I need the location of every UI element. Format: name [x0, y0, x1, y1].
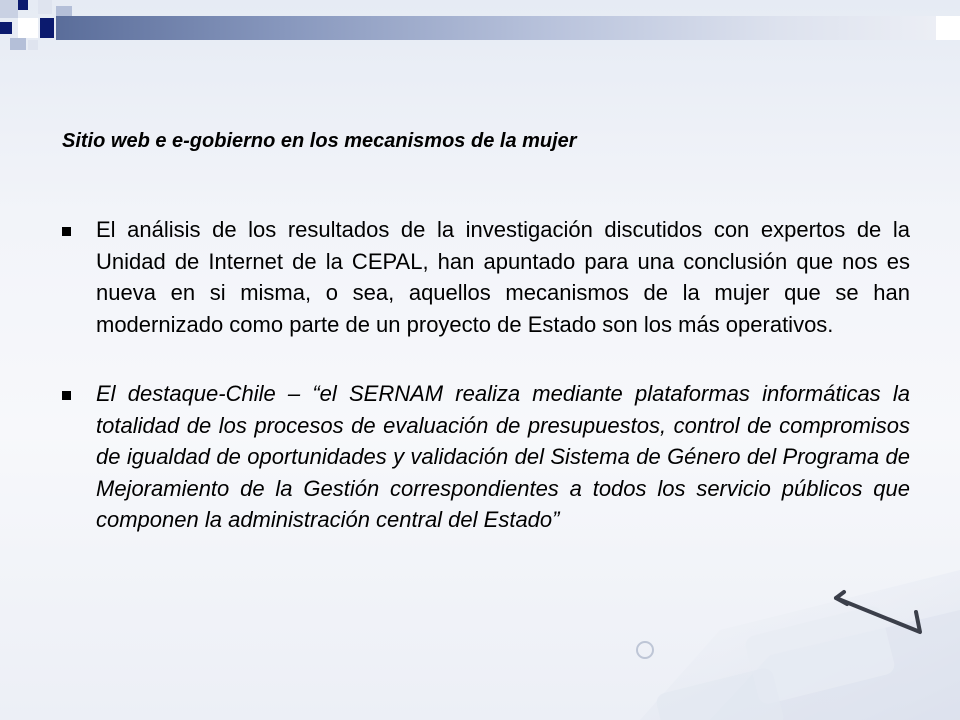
bullet-text: El destaque-Chile – “el SERNAM realiza mediante plataformas informáticas la totalidad de los procesos de evaluación de presupuestos, control de compromisos de igualdad de oportunidades y validación del Sistema de Género del Programa de Mejoramiento de la Gestión correspondientes a todos los servicio públicos que componen la administración central del Estado”: [96, 381, 910, 532]
header-gradient-bar: [56, 16, 960, 40]
bullet-list: [60, 214, 910, 574]
square-bullet-icon: [62, 391, 71, 400]
slide-title: Sitio web e e-gobierno en los mecanismos de la mujer: [62, 130, 577, 152]
bullet-text: El análisis de los resultados de la investigación discutidos con expertos de la Unidad de Internet de la CEPAL, han apuntado para una conclusión que nos es nueva en si misma, o sea, aquellos mecanismos de la mujer que se han modernizado como parte de un proyecto de Estado son los más operativos.: [96, 217, 910, 337]
header-bar-end: [936, 16, 960, 40]
square-bullet-icon: [62, 227, 71, 236]
list-item: [60, 214, 910, 340]
list-item: [60, 378, 910, 536]
